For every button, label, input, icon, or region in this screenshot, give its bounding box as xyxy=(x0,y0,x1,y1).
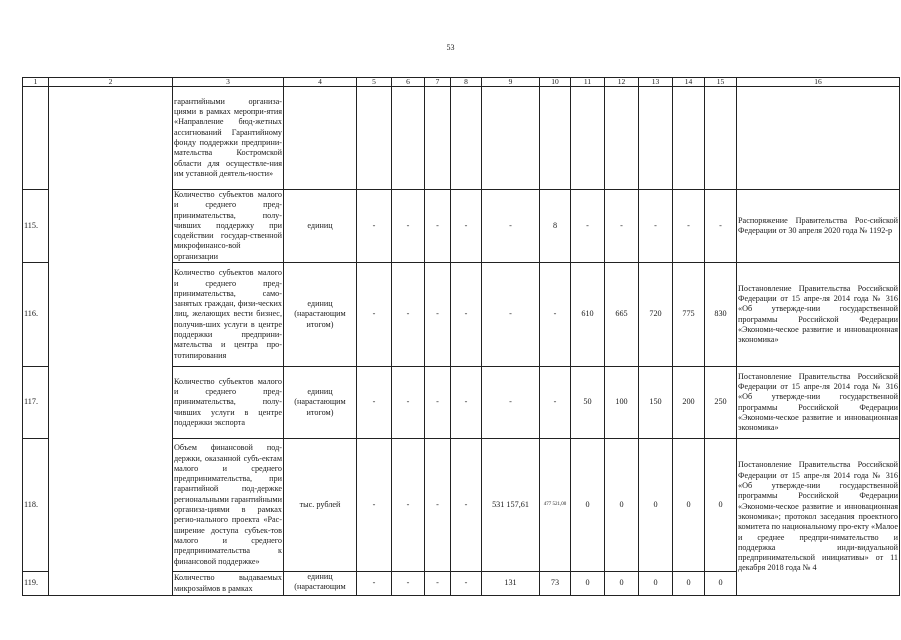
value-cell: - xyxy=(392,439,425,572)
value-cell: - xyxy=(451,572,482,596)
value-cell: - xyxy=(540,367,571,439)
value-cell: - xyxy=(392,263,425,367)
value-cell: 610 xyxy=(571,263,605,367)
value-cell: 0 xyxy=(673,439,705,572)
value-cell: 8 xyxy=(540,190,571,263)
basis-cell: Постановление Правительства Российской Федерации от 15 апре-ля 2014 года № 316 «Об утвержде-нии государственной программы Российской Федерации «Экономи-ческое развитие и инновационная экономика» xyxy=(737,263,900,367)
value-cell: 0 xyxy=(705,439,737,572)
value-cell: 131 xyxy=(482,572,540,596)
value-cell: - xyxy=(357,439,392,572)
header-cell: 10 xyxy=(540,78,571,87)
indicator-name: Количество субъектов малого и среднего пред-принимательства, само-занятых граждан, физи-ческих лиц, желающих вести бизнес, получив-ших услуги в центре поддержки предприни-мательства и центра про-тотипирования xyxy=(173,263,284,367)
value-cell: - xyxy=(482,190,540,263)
indicators-table xyxy=(22,77,900,596)
header-cell: 4 xyxy=(284,78,357,87)
value-cell: 0 xyxy=(673,572,705,596)
header-cell: 14 xyxy=(673,78,705,87)
value-cell: - xyxy=(605,190,639,263)
value-cell: 50 xyxy=(571,367,605,439)
header-cell: 16 xyxy=(737,78,900,87)
header-cell: 11 xyxy=(571,78,605,87)
table-row xyxy=(23,87,900,190)
value-cell: 477 521,00 xyxy=(540,439,571,572)
value-cell: 830 xyxy=(705,263,737,367)
value-cell: - xyxy=(425,439,451,572)
group-cell xyxy=(49,87,173,596)
value-cell: 531 157,61 xyxy=(482,439,540,572)
header-cell: 12 xyxy=(605,78,639,87)
header-cell: 13 xyxy=(639,78,673,87)
value-cell: - xyxy=(571,190,605,263)
page-number: 53 xyxy=(446,43,455,52)
value-cell: 775 xyxy=(673,263,705,367)
value-cell: 0 xyxy=(605,572,639,596)
value-cell: - xyxy=(357,263,392,367)
value-cell: - xyxy=(451,190,482,263)
value-cell: - xyxy=(451,439,482,572)
basis-cell: Постановление Правительства Российской Федерации от 15 апре-ля 2014 года № 316 «Об утвержде-нии государственной программы Российской Федерации «Экономи-ческое развитие и инновационная экономика» xyxy=(737,367,900,439)
value-cell: - xyxy=(425,263,451,367)
value-cell: - xyxy=(540,263,571,367)
value-cell: - xyxy=(425,572,451,596)
indicator-name: Количество субъектов малого и среднего пред-принимательства, полу-чивших поддержку при содействии государ-ственной микрофинансо-вой организации xyxy=(174,190,282,261)
value-cell: 665 xyxy=(605,263,639,367)
value-cell: - xyxy=(357,190,392,263)
value-cell: 250 xyxy=(705,367,737,439)
value-cell: - xyxy=(451,367,482,439)
value-cell: - xyxy=(673,190,705,263)
row-number: 117. xyxy=(23,367,49,439)
unit-cell: единиц (нарастающим итогом) xyxy=(284,263,357,367)
value-cell: - xyxy=(451,263,482,367)
indicator-name: Количество субъектов малого и среднего пред-принимательства, полу-чивших услуги в центре поддержки экспорта xyxy=(173,367,284,439)
value-cell: 200 xyxy=(673,367,705,439)
value-cell: - xyxy=(425,367,451,439)
row-number: 116. xyxy=(23,263,49,367)
value-cell: 0 xyxy=(571,572,605,596)
value-cell: - xyxy=(705,190,737,263)
column-number-row xyxy=(23,78,900,87)
value-cell: - xyxy=(392,190,425,263)
value-cell: - xyxy=(392,572,425,596)
indicator-name: Количество выдаваемых микрозаймов в рамках xyxy=(173,572,284,596)
header-cell: 6 xyxy=(392,78,425,87)
basis-cell: Распоряжение Правительства Рос-сийской Федерации от 30 апреля 2020 года № 1192-р xyxy=(737,190,900,263)
indicator-name: Объем финансовой под-держки, оказанной субъ-ектам малого и среднего предпринимательства, при гарантийной под-держке региональными гарантийными организа-циями в рамках регио-нального проекта «Рас-ширение доступа субъек-тов малого и среднего предпринимательства к финансовой поддержке» xyxy=(173,439,284,572)
unit-cell: тыс. рублей xyxy=(284,439,357,572)
unit-cell: единиц (нарастающим итогом) xyxy=(284,367,357,439)
value-cell: - xyxy=(639,190,673,263)
row-number: 119. xyxy=(23,572,49,596)
header-cell: 7 xyxy=(425,78,451,87)
unit-cell xyxy=(284,87,357,190)
value-cell: 0 xyxy=(639,439,673,572)
header-cell: 9 xyxy=(482,78,540,87)
value-cell: 0 xyxy=(571,439,605,572)
indicator-name: гарантийными организа-циями в рамках меропри-ятия «Направление бюд-жетных ассигнований Гарантийному фонду поддержки предприни-мательства Костромской области для осуществле-ния им уставной деятель-ности» xyxy=(173,87,284,190)
unit-cell: единиц (нарастающим xyxy=(284,572,357,596)
unit-cell: единиц xyxy=(284,190,357,263)
value-cell: - xyxy=(357,572,392,596)
value-cell: 0 xyxy=(705,572,737,596)
header-cell: 3 xyxy=(173,78,284,87)
value-cell: - xyxy=(482,263,540,367)
basis-cell: Постановление Правительства Российской Федерации от 15 апре-ля 2014 года № 316 «Об утвержде-нии государственной программы Российской Федерации «Экономи-ческое развитие и инновационная экономика»; протокол заседания проектного комитета по национальному про-екту «Малое и среднее предпри-нимательство и поддержка инди-видуальной предпринимательской инициативы» от 11 декабря 2018 года № 4 xyxy=(737,439,900,596)
value-cell: 73 xyxy=(540,572,571,596)
row-number: 115. xyxy=(23,190,49,263)
value-cell: 150 xyxy=(639,367,673,439)
row-number xyxy=(23,87,49,190)
value-cell: - xyxy=(392,367,425,439)
header-cell: 1 xyxy=(23,78,49,87)
row-number: 118. xyxy=(23,439,49,572)
header-cell: 5 xyxy=(357,78,392,87)
value-cell: 0 xyxy=(605,439,639,572)
header-cell: 2 xyxy=(49,78,173,87)
header-cell: 15 xyxy=(705,78,737,87)
value-cell: - xyxy=(425,190,451,263)
value-cell: - xyxy=(357,367,392,439)
value-cell: 100 xyxy=(605,367,639,439)
value-cell: 0 xyxy=(639,572,673,596)
value-cell: 720 xyxy=(639,263,673,367)
header-cell: 8 xyxy=(451,78,482,87)
value-cell: - xyxy=(482,367,540,439)
